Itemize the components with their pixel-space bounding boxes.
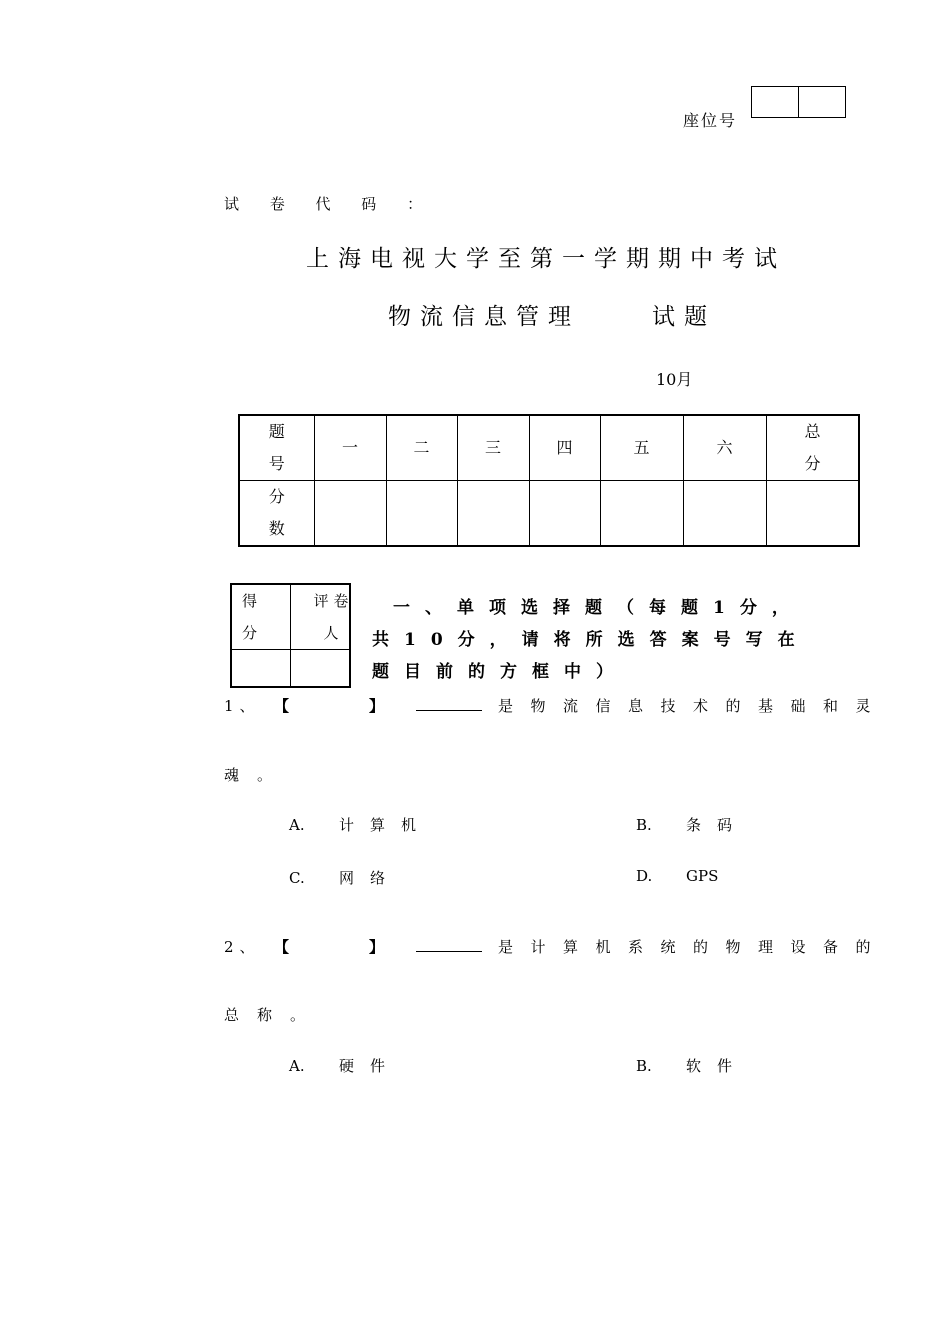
header-cell: 题 号 <box>239 415 314 481</box>
question-text-continued: 魂。 <box>224 766 291 784</box>
option-label: D. <box>636 867 653 885</box>
section-score-label: 得 分 <box>231 584 291 650</box>
option-text: 软件 <box>686 1057 749 1075</box>
header-cell: 一 <box>314 415 386 481</box>
answer-bracket-close: 】 <box>369 697 385 715</box>
score-row <box>239 481 859 547</box>
option-b[interactable] <box>636 814 748 835</box>
seat-number-box <box>751 86 846 118</box>
header-cell: 六 <box>683 415 766 481</box>
fill-blank[interactable] <box>416 696 482 711</box>
section-score-cell[interactable] <box>231 650 291 688</box>
section-heading-line2: 共10分，请将所选答案号写在 <box>372 630 810 650</box>
seat-number-cell[interactable] <box>752 87 798 117</box>
header-cell: 总 分 <box>766 415 859 481</box>
question-number: 2、 <box>224 938 261 956</box>
score-row-label: 分 数 <box>239 481 314 547</box>
option-label: C. <box>289 869 305 887</box>
answer-bracket-close: 】 <box>369 938 385 956</box>
header-cell: 五 <box>600 415 683 481</box>
score-cell[interactable] <box>529 481 600 547</box>
option-a[interactable] <box>289 814 432 835</box>
seat-number-cell[interactable] <box>798 87 845 117</box>
seat-number-label: 座位号 <box>683 111 738 130</box>
score-cell[interactable] <box>683 481 766 547</box>
score-cell[interactable] <box>457 481 529 547</box>
grader-box <box>230 583 351 688</box>
question-2 <box>224 936 888 957</box>
exam-title: 上海电视大学至第一学期期中考试 <box>306 246 786 272</box>
option-b[interactable] <box>636 1055 748 1076</box>
header-cell: 四 <box>529 415 600 481</box>
score-cell[interactable] <box>600 481 683 547</box>
paper-code-label: 试 卷 代 码 ： <box>224 195 436 213</box>
question-text-continued: 总称。 <box>224 1006 324 1024</box>
option-text: 网络 <box>339 869 402 887</box>
score-cell[interactable] <box>314 481 386 547</box>
question-number: 1、 <box>224 697 261 715</box>
option-label: A. <box>289 1057 305 1075</box>
option-text: 计算机 <box>339 816 433 834</box>
question-number-row <box>239 415 859 481</box>
exam-suffix: 试题 <box>652 304 716 330</box>
grader-cell[interactable] <box>291 650 351 688</box>
option-text: 硬件 <box>339 1057 402 1075</box>
exam-date: 10月 <box>656 370 693 389</box>
option-label: B. <box>636 816 652 834</box>
section-heading-line1: 一、单项选择题（每题1分， <box>393 598 804 618</box>
header-cell: 二 <box>386 415 457 481</box>
section-heading-line3: 题目前的方框中） <box>372 662 628 682</box>
question-text: 是计算机系统的物理设备的 <box>498 938 889 956</box>
option-a[interactable] <box>289 1055 401 1076</box>
option-label: A. <box>289 816 305 834</box>
question-text: 是物流信息技术的基础和灵 <box>498 697 889 715</box>
option-label: B. <box>636 1057 652 1075</box>
score-summary-table <box>238 414 860 547</box>
course-name: 物流信息管理 <box>388 304 580 330</box>
total-score-cell[interactable] <box>766 481 859 547</box>
option-text: GPS <box>686 867 719 885</box>
option-d[interactable] <box>636 867 718 885</box>
answer-bracket-open: 【 <box>274 938 290 956</box>
option-c[interactable] <box>289 867 401 888</box>
option-text: 条码 <box>686 816 749 834</box>
header-cell: 三 <box>457 415 529 481</box>
grader-label: 评 卷人 <box>291 584 351 650</box>
fill-blank[interactable] <box>416 937 482 952</box>
answer-bracket-open: 【 <box>274 697 290 715</box>
score-cell[interactable] <box>386 481 457 547</box>
question-1 <box>224 695 888 716</box>
